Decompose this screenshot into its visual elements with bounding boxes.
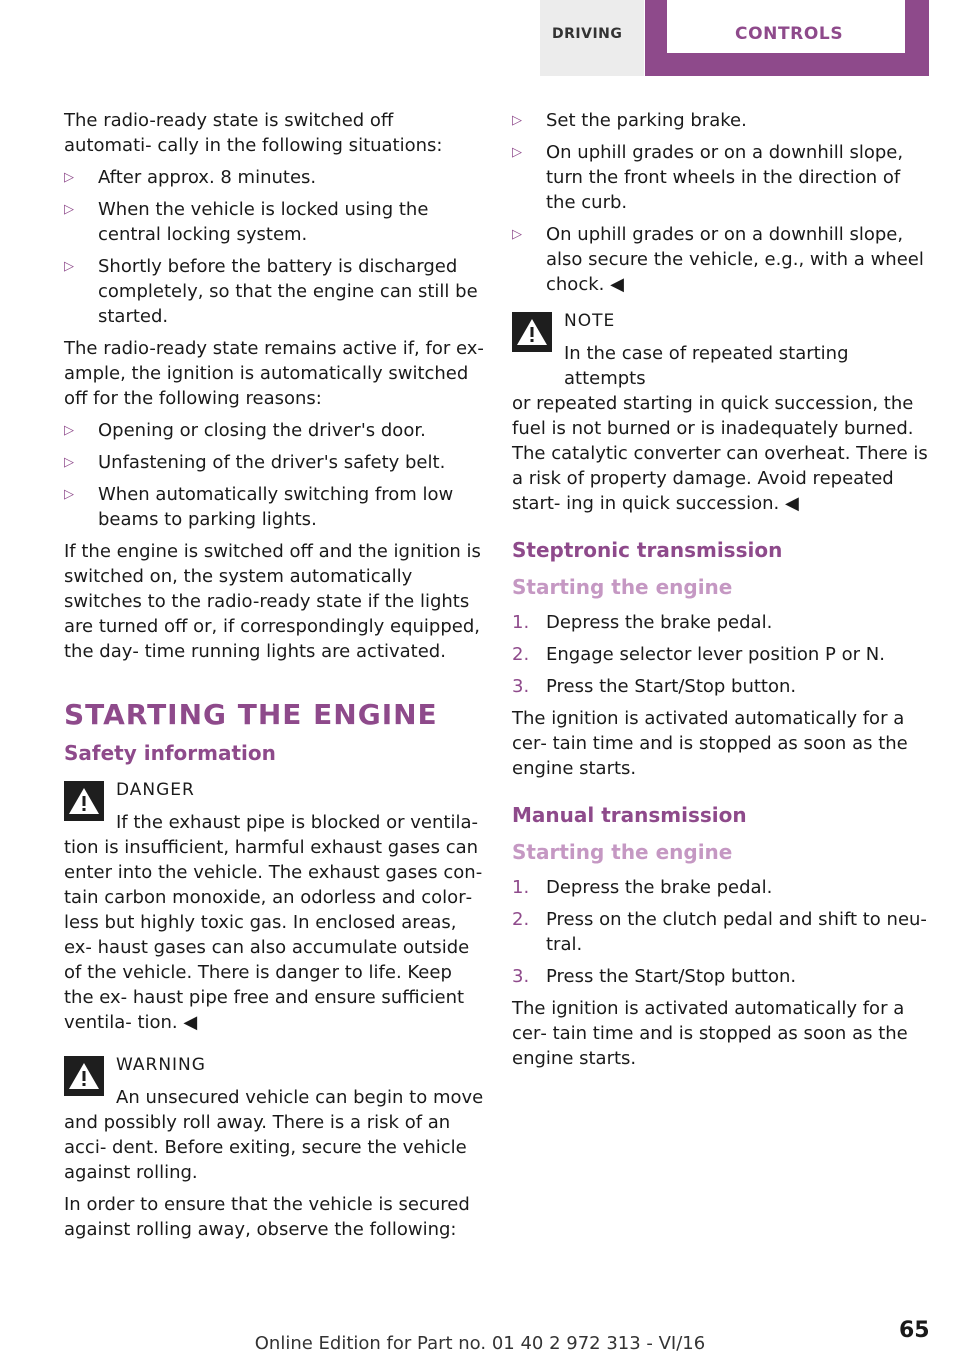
step-text: Press the Start/Stop button. <box>546 966 797 987</box>
triangle-bullet-icon: ▷ <box>64 455 74 470</box>
danger-first-line: If the exhaust pipe is blocked or ventila‐ <box>116 812 478 833</box>
engine-off-paragraph: If the engine is switched off and the ignition is switched on, the system automatically switches to the radio-ready state if the lights are turned off or, if correspondingly equipped, the day‐ time running lights are activated. <box>64 541 481 662</box>
list-item-text: On uphill grades or on a downhill slope, turn the front wheels in the direction of the curb. <box>546 142 904 213</box>
warning-triangle-icon <box>64 1056 104 1096</box>
triangle-bullet-icon: ▷ <box>512 113 522 128</box>
warning-text: and possibly roll away. There is a risk of an acci‐ dent. Before exiting, secure the vehicle against rolling. <box>64 1112 467 1183</box>
list-item <box>64 418 484 443</box>
reasons-list <box>64 418 484 532</box>
remains-active-paragraph: The radio-ready state remains active if, for ex‐ ample, the ignition is automatically switched off for the following reasons: <box>64 338 484 409</box>
steptronic-paragraph: The ignition is activated automatically for a cer‐ tain time and is stopped as soon as the engine starts. <box>512 708 908 779</box>
danger-label: DANGER <box>116 780 195 800</box>
step-number: 2. <box>512 909 530 930</box>
list-item <box>64 450 484 475</box>
steptronic-steps-list <box>512 610 932 699</box>
step-number: 1. <box>512 877 530 898</box>
list-item-text: Shortly before the battery is discharged completely, so that the engine can still be started. <box>98 256 478 327</box>
list-item <box>512 642 932 667</box>
step-text: Depress the brake pedal. <box>546 877 773 898</box>
secure-steps-list <box>512 108 932 297</box>
list-item <box>64 197 484 247</box>
warning-triangle-icon <box>512 312 552 352</box>
list-item <box>64 254 484 329</box>
list-item <box>512 674 932 699</box>
list-item-text: Set the parking brake. <box>546 110 747 131</box>
manual-steps-list <box>512 875 932 989</box>
warning-first-line: An unsecured vehicle can begin to move <box>116 1087 484 1108</box>
secure-paragraph: In order to ensure that the vehicle is secured against rolling away, observe the following: <box>64 1194 470 1240</box>
left-column <box>64 108 484 1249</box>
warning-label: WARNING <box>116 1055 206 1075</box>
manual-start-title: Starting the engine <box>512 840 733 864</box>
list-item <box>512 140 932 215</box>
triangle-bullet-icon: ▷ <box>512 227 522 242</box>
list-item <box>64 482 484 532</box>
list-item <box>512 108 932 133</box>
triangle-bullet-icon: ▷ <box>64 423 74 438</box>
step-text: Press on the clutch pedal and shift to neu‐ tral. <box>546 909 927 955</box>
triangle-bullet-icon: ▷ <box>512 145 522 160</box>
list-item-text: When automatically switching from low beams to parking lights. <box>98 484 454 530</box>
off-situations-list <box>64 165 484 329</box>
right-column <box>512 108 932 1078</box>
list-item-text: When the vehicle is locked using the central locking system. <box>98 199 429 245</box>
note-text: or repeated starting in quick succession, the fuel is not burned or is inadequately burned. The catalytic converter can overheat. There is a risk of property damage. Avoid repeated start‐ ing in quick succession. ◀ <box>512 393 928 514</box>
list-item-text: Opening or closing the driver's door. <box>98 420 426 441</box>
list-item <box>512 964 932 989</box>
triangle-bullet-icon: ▷ <box>64 487 74 502</box>
step-number: 3. <box>512 966 530 987</box>
tab-driving[interactable] <box>540 0 644 76</box>
list-item <box>512 222 932 297</box>
note-first-line: In the case of repeated starting attempts <box>564 343 849 389</box>
list-item <box>512 907 932 957</box>
triangle-bullet-icon: ▷ <box>64 170 74 185</box>
step-number: 3. <box>512 676 530 697</box>
step-text: Press the Start/Stop button. <box>546 676 797 697</box>
steptronic-title: Steptronic transmission <box>512 538 783 562</box>
footer-edition: Online Edition for Part no. 01 40 2 972 313 - VI/16 <box>254 1333 706 1354</box>
note-label: NOTE <box>564 311 616 331</box>
triangle-bullet-icon: ▷ <box>64 259 74 274</box>
page-number: 65 <box>899 1318 930 1343</box>
list-item <box>512 875 932 900</box>
tab-controls-label: CONTROLS <box>735 24 844 44</box>
tab-controls[interactable] <box>645 0 929 76</box>
intro-paragraph: The radio-ready state is switched off automati‐ cally in the following situations: <box>64 110 443 156</box>
danger-notice <box>64 778 484 1035</box>
step-text: Depress the brake pedal. <box>546 612 773 633</box>
warning-notice <box>64 1053 484 1185</box>
manual-title: Manual transmission <box>512 803 747 827</box>
danger-text: tion is insufficient, harmful exhaust gases can enter into the vehicle. The exhaust gases con‐ tain carbon monoxide, an odorless and color‐ less but highly toxic gas. In enclosed areas, ex‐ haust gases can also accumulate outside of the vehicle. There is danger to life. Keep the ex‐ haust pipe free and ensure sufficient ventila‐ tion. ◀ <box>64 837 483 1033</box>
step-text: Engage selector lever position P or N. <box>546 644 885 665</box>
warning-triangle-icon <box>64 781 104 821</box>
steptronic-start-title: Starting the engine <box>512 575 733 599</box>
step-number: 2. <box>512 644 530 665</box>
list-item <box>64 165 484 190</box>
list-item-text: After approx. 8 minutes. <box>98 167 317 188</box>
header-tabs <box>0 0 960 76</box>
section-title: STARTING THE ENGINE <box>64 698 438 731</box>
list-item-text: On uphill grades or on a downhill slope, also secure the vehicle, e.g., with a wheel chock. ◀ <box>546 224 924 295</box>
tab-driving-label: DRIVING <box>552 26 623 42</box>
note-notice <box>512 309 932 516</box>
triangle-bullet-icon: ▷ <box>64 202 74 217</box>
list-item <box>512 610 932 635</box>
safety-title: Safety information <box>64 741 276 765</box>
step-number: 1. <box>512 612 530 633</box>
list-item-text: Unfastening of the driver's safety belt. <box>98 452 446 473</box>
manual-paragraph: The ignition is activated automatically for a cer‐ tain time and is stopped as soon as the engine starts. <box>512 998 908 1069</box>
